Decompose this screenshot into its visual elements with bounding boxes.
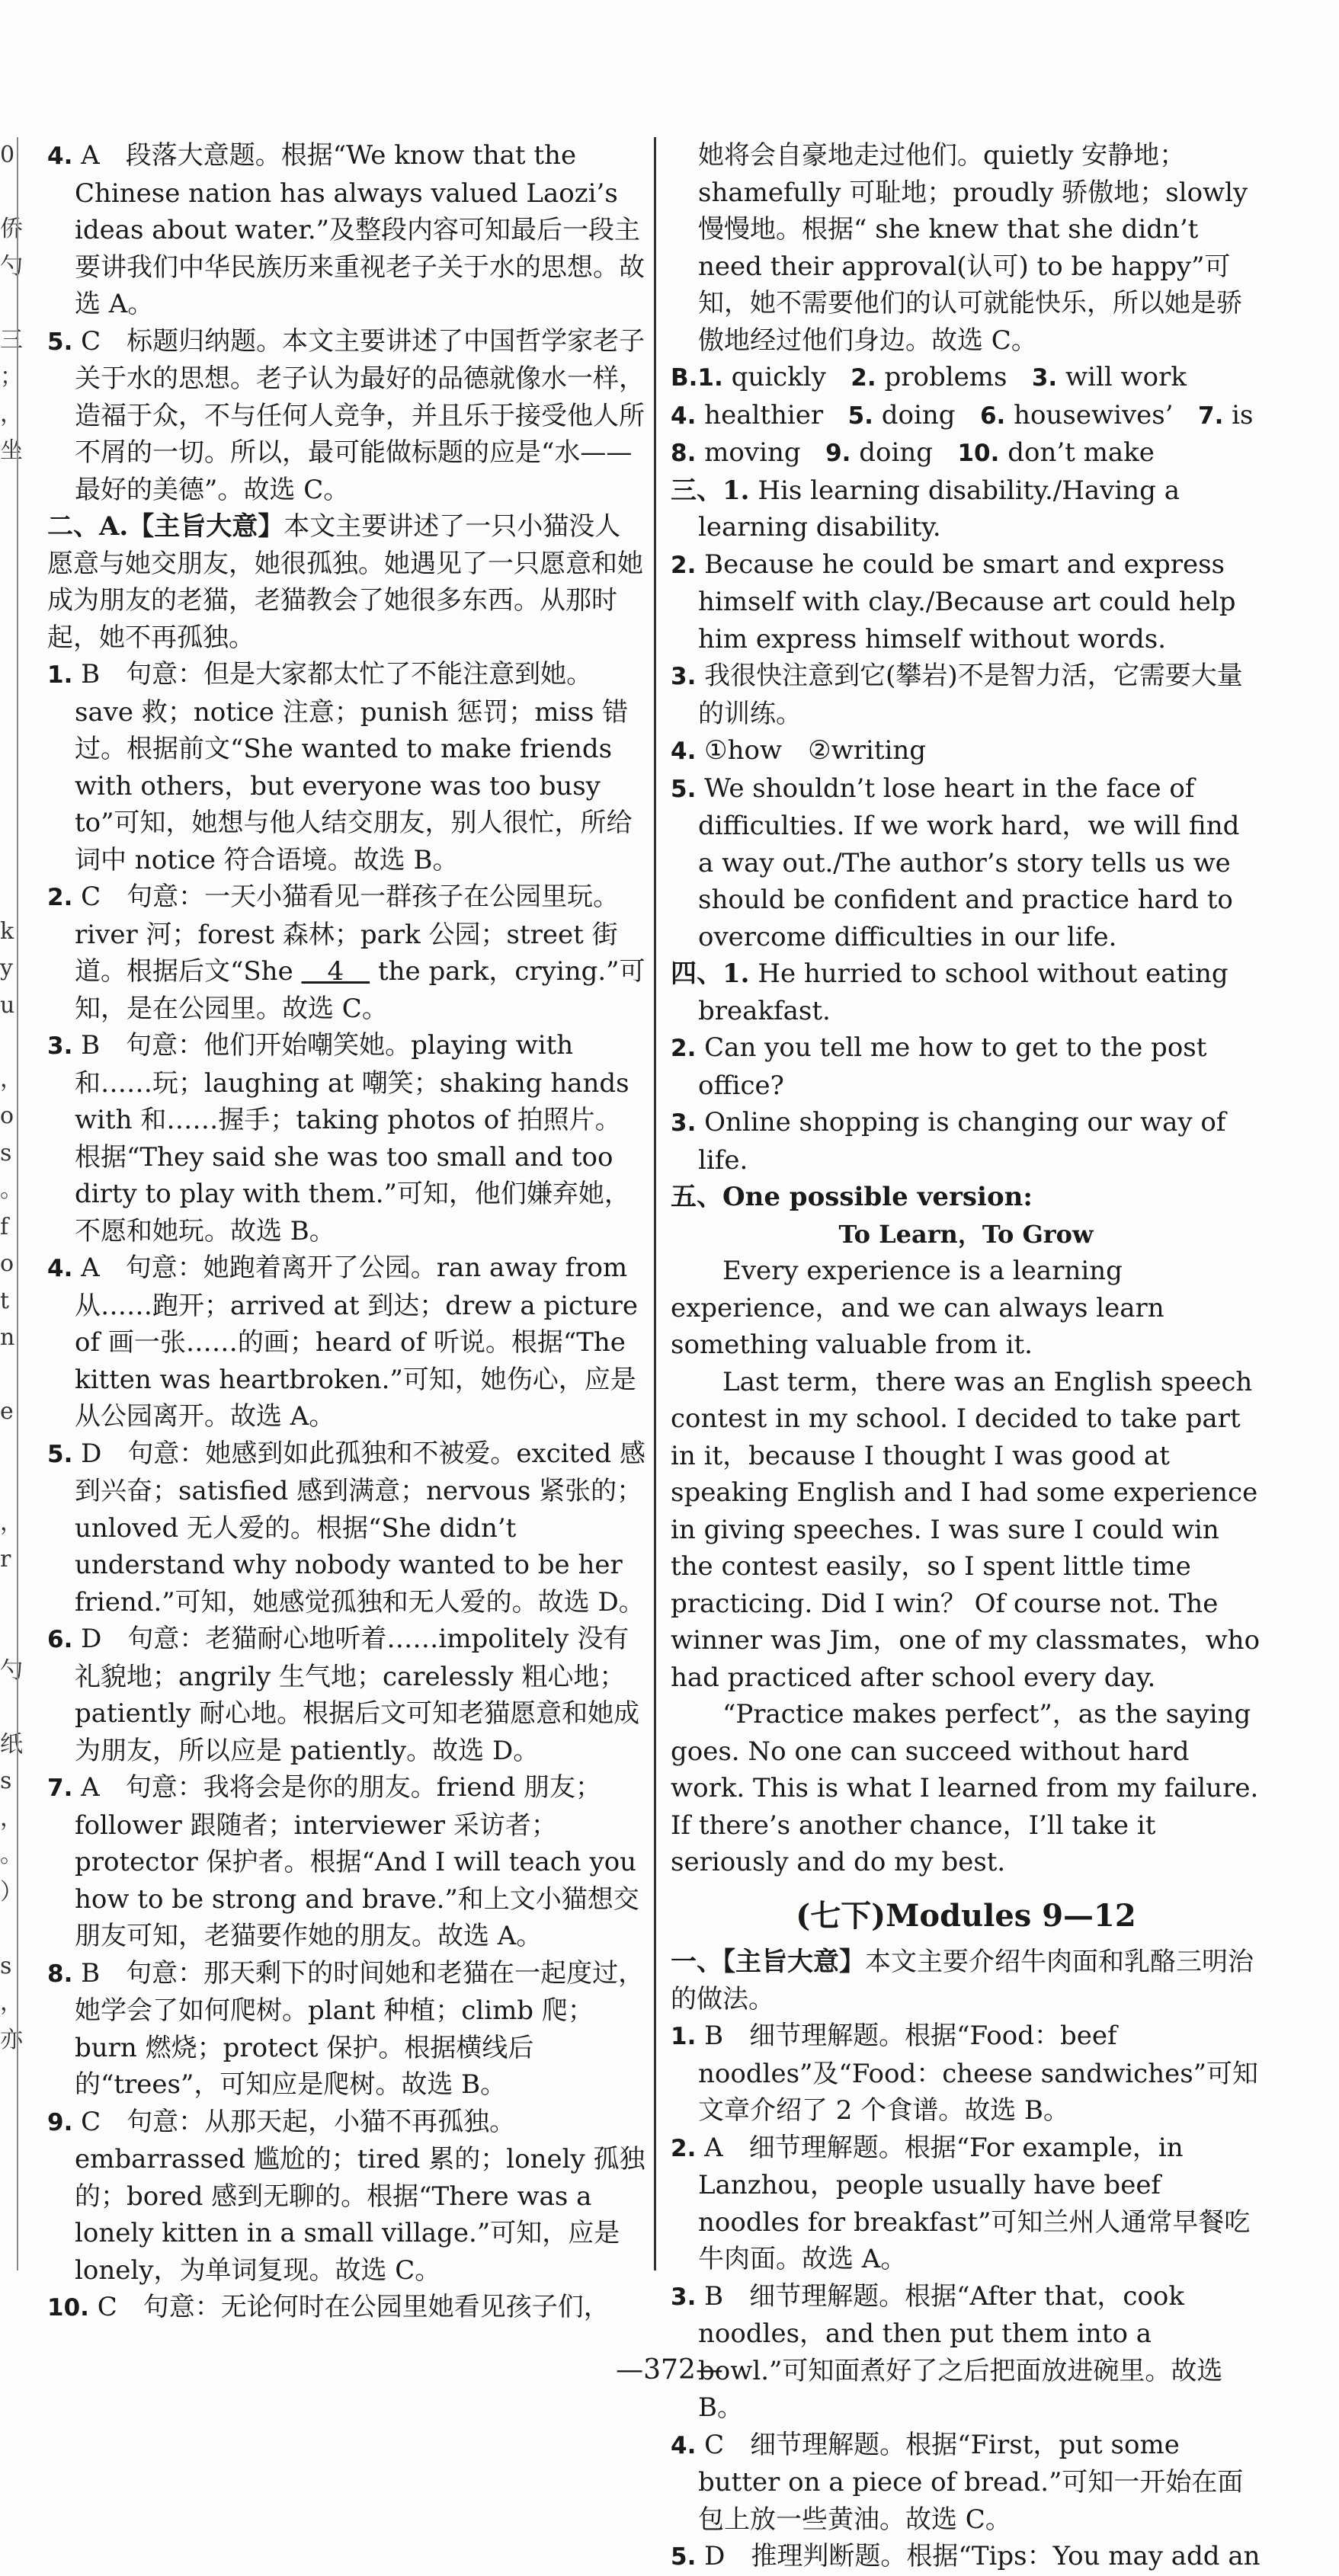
- column-divider: [654, 137, 656, 2270]
- edge-char: [0, 654, 17, 692]
- section-3-answer-4: 4. ①how ②writing: [671, 735, 927, 766]
- edge-char: [0, 1579, 17, 1616]
- edge-char: 。: [0, 1176, 23, 1203]
- essay-paragraph-2: Last term，there was an English speech contest in my school. I decided to take part in it，because I thought I was good at speaking English and I had some experience in giving speeches. I was sure I could win the contest easily，so I spent little time practicing. Did I win？ Of course not. The winner was Jim，one of my classmates，who had practiced after school every day.: [671, 1366, 1261, 1693]
- answer-q7: 7. A 句意：我将会是你的朋友。friend 朋友；follower 跟随者；interviewer 采访者；protector 保护者。根据“And I will teach you how to be strong and brave.”和上文小猫想交朋友可知，老猫要作她的朋友。故选 A。: [47, 1772, 639, 1951]
- section-3-answer-1: 三、1. His learning disability./Having a learning disability.: [671, 475, 1180, 542]
- answer-q2: 2. C 句意：一天小猫看见一群孩子在公园里玩。river 河；forest 森林；park 公园；street 街道。根据后文“She 4 the park，crying.”可知，是在公园里。故选 C。: [47, 882, 645, 1024]
- edge-char: ；: [0, 363, 23, 390]
- answer-5c: 5. C 标题归纳题。本文主要讲述了中国哲学家老子关于水的思想。老子认为最好的品德就像水一样，造福于众，不与任何人竞争，并且乐于接受他人所不屑的一切。所以，最可能做标题的应是“水——最好的美德”。故选 C。: [47, 325, 645, 505]
- left-column: [47, 137, 645, 2327]
- module-title: (七下)Modules 9—12: [796, 1897, 1136, 1934]
- edge-char: [0, 1467, 17, 1505]
- section-3-answer-2: 2. Because he could be smart and express himself with clay./Because art could help him express himself without words.: [671, 549, 1236, 654]
- answer-q9: 9. C 句意：从那天起，小猫不再孤独。embarrassed 尴尬的；tired 累的；lonely 孤独的；bored 感到无聊的。根据“There was a lonely kitten in a small village.”可知，应是 lonely，为单词复现。故选 C。: [47, 2106, 645, 2286]
- section-2a-summary: 二、A.【主旨大意】本文主要讲述了一只小猫没人愿意与她交朋友，她很孤独。她遇见了一只愿意和她成为朋友的老猫，老猫教会了她很多东西。从那时起，她不再孤独。: [47, 511, 643, 653]
- edge-char: ，: [0, 1065, 23, 1093]
- edge-char: [0, 1615, 17, 1653]
- edge-char: 亦: [0, 2026, 23, 2053]
- section-4-answer-1: 四、1. He hurried to school without eating breakfast.: [671, 958, 1228, 1026]
- essay-title: To Learn，To Grow: [838, 1219, 1094, 1249]
- edge-char: 三: [0, 326, 23, 354]
- module-answer-5: 5. D 推理判断题。根据“Tips：You may add an: [671, 2541, 1261, 2571]
- section-3-answer-3: 3. 我很快注意到它(攀岩)不是智力活，它需要大量的训练。: [671, 661, 1243, 729]
- answer-q3: 3. B 句意：他们开始嘲笑她。playing with 和……玩；laughing at 嘲笑；shaking hands with 和……握手；taking photos of 拍照片。根据“They said she was too small and too dirty to play with them.”可知，他们嫌弃她，不愿和她玩。故选 B。: [47, 1030, 630, 1246]
- edge-char: 纸: [0, 1730, 23, 1758]
- edge-divider: [17, 137, 18, 2270]
- module-answer-2: 2. A 细节理解题。根据“For example，in Lanzhou，people usually have beef noodles for breakfast”可知兰州人通常早餐吃牛肉面。故选 A。: [671, 2132, 1251, 2274]
- section-b-row-1: B.1. quickly 2. problems 3. will work: [671, 362, 1187, 392]
- edge-char: 勺: [0, 252, 23, 280]
- edge-char: n: [0, 1324, 15, 1351]
- edge-char: 勺: [0, 1656, 23, 1684]
- section-5-heading: 五、One possible version:: [671, 1182, 1033, 1212]
- module-answer-1: 1. B 细节理解题。根据“Food：beef noodles”及“Food：cheese sandwiches”可知文章介绍了 2 个食谱。故选 B。: [671, 2021, 1259, 2126]
- edge-char: o: [0, 1102, 14, 1129]
- edge-char: 0: [0, 142, 15, 168]
- edge-char: f: [0, 1213, 9, 1240]
- essay-paragraph-3: “Practice makes perfect”，as the saying goes. No one can succeed without hard work. This is what I learned from my failure. If there’s another chance，I’ll take it seriously and do my best.: [671, 1699, 1259, 1877]
- edge-char: [0, 581, 17, 618]
- edge-char: [0, 1357, 17, 1394]
- edge-char: s: [0, 1139, 12, 1166]
- edge-char: r: [0, 1546, 11, 1573]
- edge-char: ）: [0, 1878, 23, 1906]
- module-answer-3: 3. B 细节理解题。根据“After that，cook noodles，and then put them into a bowl.”可知面煮好了之后把面放进碗里。故选 B。: [671, 2280, 1223, 2423]
- edge-char: [0, 1689, 17, 1726]
- edge-char: [0, 285, 17, 322]
- edge-char: [0, 692, 17, 729]
- edge-char: [0, 876, 17, 914]
- answer-q6: 6. D 句意：老猫耐心地听着……impolitely 没有礼貌地；angrily 生气地；carelessly 粗心地；patiently 耐心地。根据后文可知老猫愿意和她成为朋友，所以应是 patiently。故选 D。: [47, 1624, 640, 1766]
- answer-4a: 4. A 段落大意题。根据“We know that the Chinese nation has always valued Laozi’s ideas about water.”及整段内容可知最后一段主要讲我们中华民族历来重视老子关于水的思想。故选 A。: [47, 140, 645, 319]
- edge-char: ，: [0, 1804, 23, 1832]
- edge-char: s: [0, 1768, 12, 1794]
- page-number: —372—: [616, 2354, 723, 2386]
- section-4-answer-3: 3. Online shopping is changing our way of life.: [671, 1107, 1226, 1176]
- edge-char: ，: [0, 1509, 23, 1536]
- answer-q5: 5. D 句意：她感到如此孤独和不被爱。excited 感到兴奋；satisfied 感到满意；nervous 紧张的；unloved 无人爱的。根据“She didn’t understand why nobody wanted to be her friend.”可知，她感觉孤独和无人爱的。故选 D。: [47, 1438, 645, 1618]
- answer-q4: 4. A 句意：她跑着离开了公园。ran away from 从……跑开；arrived at 到达；drew a picture of 画一张……的画；heard of 听说。根据“The kitten was heartbroken.”可知，她伤心，应是从公园离开。故选 A。: [47, 1253, 639, 1432]
- edge-char: e: [0, 1398, 14, 1425]
- edge-char: k: [0, 917, 14, 945]
- adjacent-page-edge: [0, 137, 23, 2059]
- section-4-answer-2: 2. Can you tell me how to get to the post office?: [671, 1032, 1207, 1101]
- edge-char: [0, 507, 17, 544]
- answer-q10-continued: 她将会自豪地走过他们。quietly 安静地；shamefully 可耻地；proudly 骄傲地；slowly 慢慢地。根据“ she knew that she didn’t need their approval(认可) to be happy”可知，她不需要他们的认可就能快乐，所以她是骄傲地经过他们身边。故选 C。: [698, 140, 1248, 356]
- edge-char: 坐: [0, 437, 23, 464]
- essay-paragraph-1: Every experience is a learning experience，and we can always learn something valuable from it.: [671, 1256, 1164, 1360]
- edge-char: ，: [0, 1989, 23, 2016]
- edge-char: 。: [0, 1842, 23, 1868]
- edge-char: [0, 728, 17, 766]
- edge-char: ，: [0, 400, 23, 427]
- module-summary: 一、【主旨大意】本文主要介绍牛肉面和乳酪三明治的做法。: [671, 1947, 1254, 2014]
- edge-char: [0, 1431, 17, 1468]
- answer-q10: 10. C 句意：无论何时在公园里她看见孩子们，: [47, 2292, 610, 2322]
- edge-char: y: [0, 955, 13, 981]
- module-answer-4: 4. C 细节理解题。根据“First，put some butter on a piece of bread.”可知一开始在面包上放一些黄油。故选 C。: [671, 2429, 1244, 2535]
- edge-char: s: [0, 1952, 12, 1979]
- edge-char: [0, 470, 17, 507]
- edge-char: o: [0, 1250, 14, 1277]
- edge-char: [0, 618, 17, 655]
- edge-char: [0, 840, 17, 877]
- edge-char: [0, 802, 17, 840]
- edge-char: [0, 1911, 17, 1948]
- edge-char: [0, 1024, 17, 1061]
- edge-char: 侨: [0, 216, 23, 242]
- edge-char: [0, 174, 17, 212]
- answer-q1: 1. B 句意：但是大家都太忙了不能注意到她。save 救；notice 注意；punish 惩罚；miss 错过。根据前文“She wanted to make friends with others，but everyone was too busy to”可知，她想与他人结交朋友，别人很忙，所给词中 notice 符合语境。故选 B。: [47, 659, 633, 875]
- section-b-row-2: 4. healthier 5. doing 6. housewives’ 7. is: [671, 399, 1254, 430]
- section-3-answer-5: 5. We shouldn’t lose heart in the face of difficulties. If we work hard，we will find a way out./The author’s story tells us we should be confident and practice hard to overcome difficulties in our life.: [671, 773, 1240, 952]
- answer-q8: 8. B 句意：那天剩下的时间她和老猫在一起度过，她学会了如何爬树。plant 种植；climb 爬；burn 燃烧；protect 保护。根据横线后的“trees”，可知应是爬树。故选 B。: [47, 1957, 645, 2100]
- edge-char: t: [0, 1287, 10, 1314]
- edge-char: u: [0, 991, 15, 1019]
- right-column: [671, 137, 1261, 2576]
- edge-char: [0, 544, 17, 581]
- edge-char: [0, 766, 17, 803]
- section-b-row-3: 8. moving 9. doing 10. don’t make: [671, 437, 1155, 468]
